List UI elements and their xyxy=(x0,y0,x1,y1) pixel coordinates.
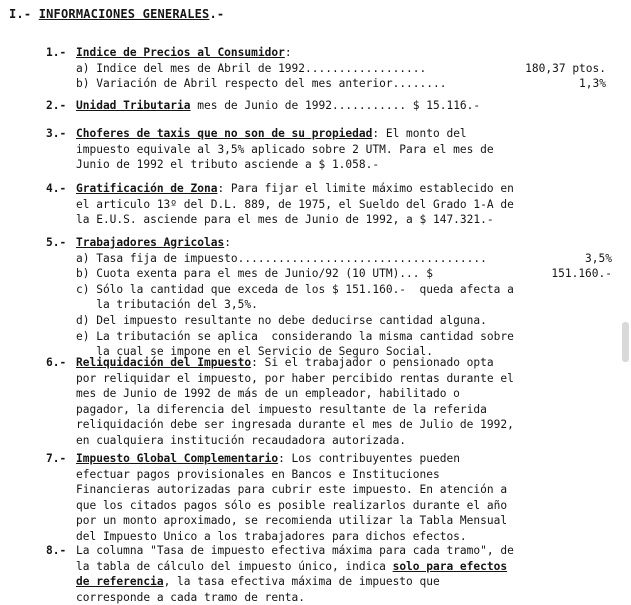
item-number: 1.- xyxy=(46,46,67,59)
list-item: la cual se impone en el Servicio de Seguro Social. xyxy=(76,345,433,359)
item-title: Unidad Tributaria xyxy=(76,99,191,112)
emphasis: solo para efectos xyxy=(392,559,508,573)
item-number: 5.- xyxy=(46,236,67,249)
item-text: mes de Junio de 1992........... $ 15.116.- xyxy=(190,99,481,112)
section-title-suffix: .- xyxy=(209,7,225,21)
item-number: 6.- xyxy=(46,356,67,369)
item-number: 2.- xyxy=(46,99,67,112)
item-title: Reliquidación del Impuesto xyxy=(76,356,252,369)
list-row: b) Cuota exenta para el mes de Junio/92 (10 UTM)... $ 151.160.- xyxy=(76,267,612,281)
item-number: 3.- xyxy=(46,127,67,140)
item-body: Indice de Precios al Consumidor: a) Indice del mes de Abril de 1992 .................. 180,37 ptos. b) Variación de Abril respecto del mes anterior ........ 1,3% xyxy=(76,46,606,91)
item-body: Reliquidación del Impuesto: Si el trabajador o pensionado opta por reliquidar el impuesto, por haber percibido rentas durante el mes de Junio de 1992 de más de un empleador, habilitado o pagador, la diferencia del impuesto resultante de la referida reliquidación debe ser ingresada durante el mes de Julio de 1992, en cualquiera institución recaudadora autorizada. xyxy=(76,356,514,447)
item-title: Gratificación de Zona xyxy=(76,182,218,195)
list-item: d) Del impuesto resultante no debe deducirse cantidad alguna. xyxy=(76,313,487,327)
list-item: e) La tributación se aplica considerando la misma cantidad sobre xyxy=(76,329,514,343)
section-title: INFORMACIONES GENERALES xyxy=(38,7,210,21)
item-body: Impuesto Global Complementario: Los contribuyentes pueden efectuar pagos provisionales en Bancos e Instituciones Financieras autorizadas para cubrir este impuesto. En atención a que los citados pagos sólo es posible realizarlos durante el año por un monto aproximado, se recomienda utilizar la Tabla Mensual del Impuesto Unico a los trabajadores para dichos efectos. xyxy=(76,452,508,543)
item-title: Indice de Precios al Consumidor xyxy=(76,46,285,59)
emphasis: de referencia xyxy=(76,575,164,589)
section-number: I.- xyxy=(9,7,39,21)
item-number: 7.- xyxy=(46,452,67,465)
item-title: Impuesto Global Complementario xyxy=(76,452,279,465)
item-number: 4.- xyxy=(46,182,67,195)
list-item: la tributación del 3,5%. xyxy=(76,298,258,312)
list-row: a) Indice del mes de Abril de 1992 .................. 180,37 ptos. xyxy=(76,61,606,75)
item-body xyxy=(76,98,612,114)
item-body: Gratificación de Zona: Para fijar el limite máximo establecido en el articulo 13º del D.L. 889, de 1975, el Sueldo del Grado 1-A de la E.U.S. asciende para el mes de Junio de 1992, a $ 147.321.- xyxy=(76,182,514,227)
item-body: Trabajadores Agricolas: a) Tasa fija de impuesto ..................................... 3,5% b) Cuota exenta para el mes de Junio/92 (10 UTM)... $ 151.160.- c) Sólo la cantidad que exceda de los $ 151.160.- queda afecta a la tributación del 3,5%. d) Del impuesto resultante no debe deducirse cantidad alguna. e) La tributación se aplica considerando la misma cantidad sobre la cual se impone en el Servicio de Seguro Social. xyxy=(76,236,612,359)
list-row: a) Tasa fija de impuesto ..................................... 3,5% xyxy=(76,251,612,265)
list-item: c) Sólo la cantidad que exceda de los $ 151.160.- queda afecta a xyxy=(76,282,514,296)
scan-artifact xyxy=(622,322,629,362)
list-row: b) Variación de Abril respecto del mes anterior ........ 1,3% xyxy=(76,77,606,91)
item-title: Trabajadores Agricolas xyxy=(76,236,225,249)
section-heading xyxy=(9,7,224,21)
item-number: 8.- xyxy=(46,544,67,557)
item-body: La columna "Tasa de impuesto efectiva máxima para cada tramo", de la tabla de cálculo del impuesto único, indica solo para efectos de referencia, la tasa efectiva máxima de impuesto que corresponde a cada tramo de renta. xyxy=(76,544,514,604)
item-body: Choferes de taxis que no son de su propiedad: El monto del impuesto equivale al 3,5% aplicado sobre 2 UTM. Para el mes de Junio de 1992 el tributo asciende a $ 1.058.- xyxy=(76,127,494,172)
item-title: Choferes de taxis que no son de su propiedad xyxy=(76,127,373,140)
